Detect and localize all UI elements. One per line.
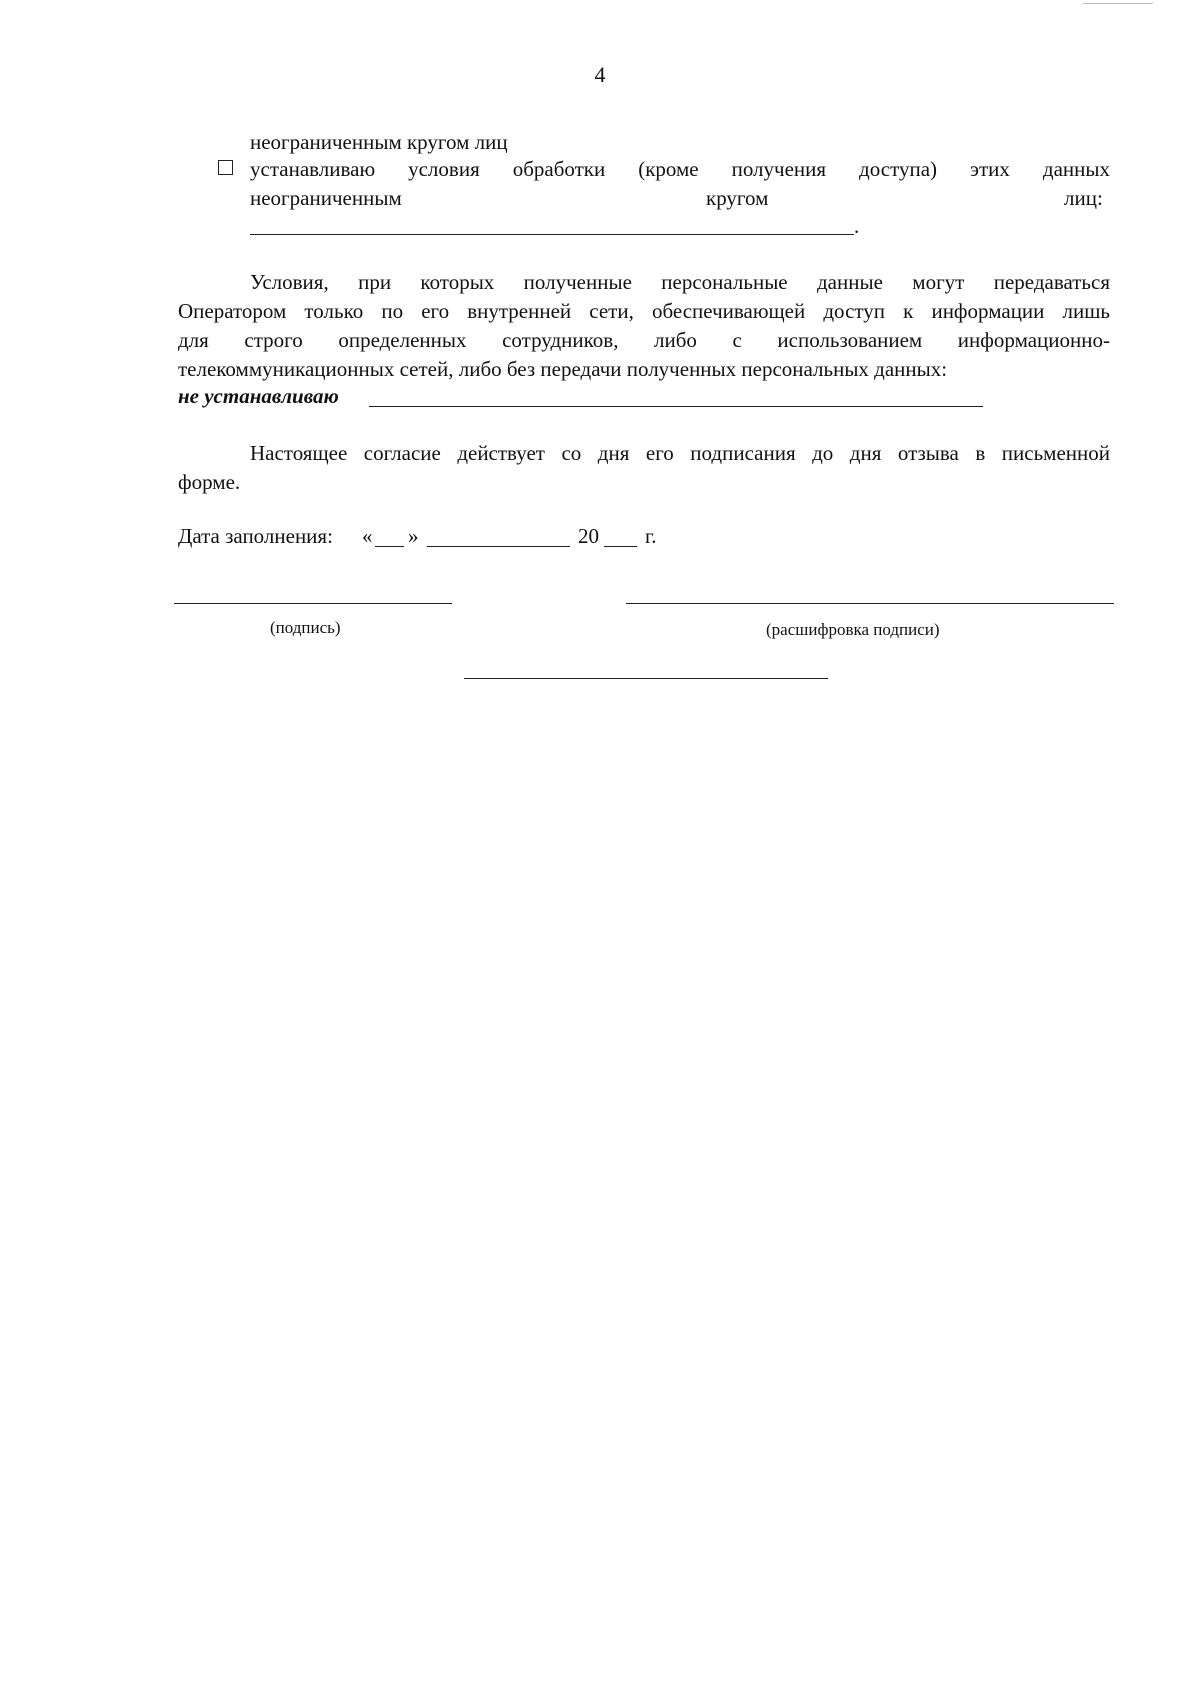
- option-conditions-blank[interactable]: [250, 234, 854, 235]
- checkbox-icon[interactable]: [218, 160, 233, 175]
- option-conditions-line1: устанавливаю условия обработки (кроме получения доступа) этих данных: [250, 157, 1110, 181]
- page-number: 4: [594, 62, 606, 87]
- network-conditions-line4: телекоммуникационных сетей, либо без передачи полученных персональных данных:: [178, 357, 948, 381]
- date-close-quote: »: [408, 524, 419, 548]
- network-conditions-blank[interactable]: [369, 406, 983, 407]
- validity-line1: Настоящее согласие действует со дня его подписания до дня отзыва в письменной: [250, 441, 1110, 465]
- date-label: Дата заполнения:: [178, 524, 333, 548]
- network-conditions-line2: Оператором только по его внутренней сети, обеспечивающей доступ к информации лишь: [178, 299, 1110, 323]
- signature-blank[interactable]: [174, 603, 452, 604]
- option-conditions-word1: неограниченным: [250, 186, 402, 210]
- date-open-quote: «: [362, 524, 373, 548]
- validity-line2: форме.: [178, 470, 241, 494]
- signature-decoding-caption: (расшифровка подписи): [766, 620, 940, 639]
- network-conditions-line3: для строго определенных сотрудников, либо с использованием информационно-: [178, 328, 1110, 352]
- option-conditions-word3: лиц:: [1064, 186, 1103, 210]
- end-of-form-rule: [464, 678, 828, 679]
- signature-decoding-blank[interactable]: [626, 603, 1114, 604]
- signature-caption: (подпись): [270, 618, 341, 637]
- date-year-prefix: 20: [578, 524, 599, 548]
- network-conditions-value: не устанавливаю: [178, 384, 339, 408]
- scan-edge-mark: [1083, 3, 1153, 4]
- date-month-blank[interactable]: [427, 546, 570, 547]
- network-conditions-line1: Условия, при которых полученные персональные данные могут передаваться: [250, 270, 1110, 294]
- continuation-line: неограниченным кругом лиц: [250, 130, 508, 154]
- date-day-blank[interactable]: [375, 546, 404, 547]
- option-conditions-word2: кругом: [706, 186, 769, 210]
- date-year-suffix: г.: [645, 524, 657, 548]
- option-conditions-blank-end: .: [854, 214, 860, 238]
- date-year-blank[interactable]: [604, 546, 637, 547]
